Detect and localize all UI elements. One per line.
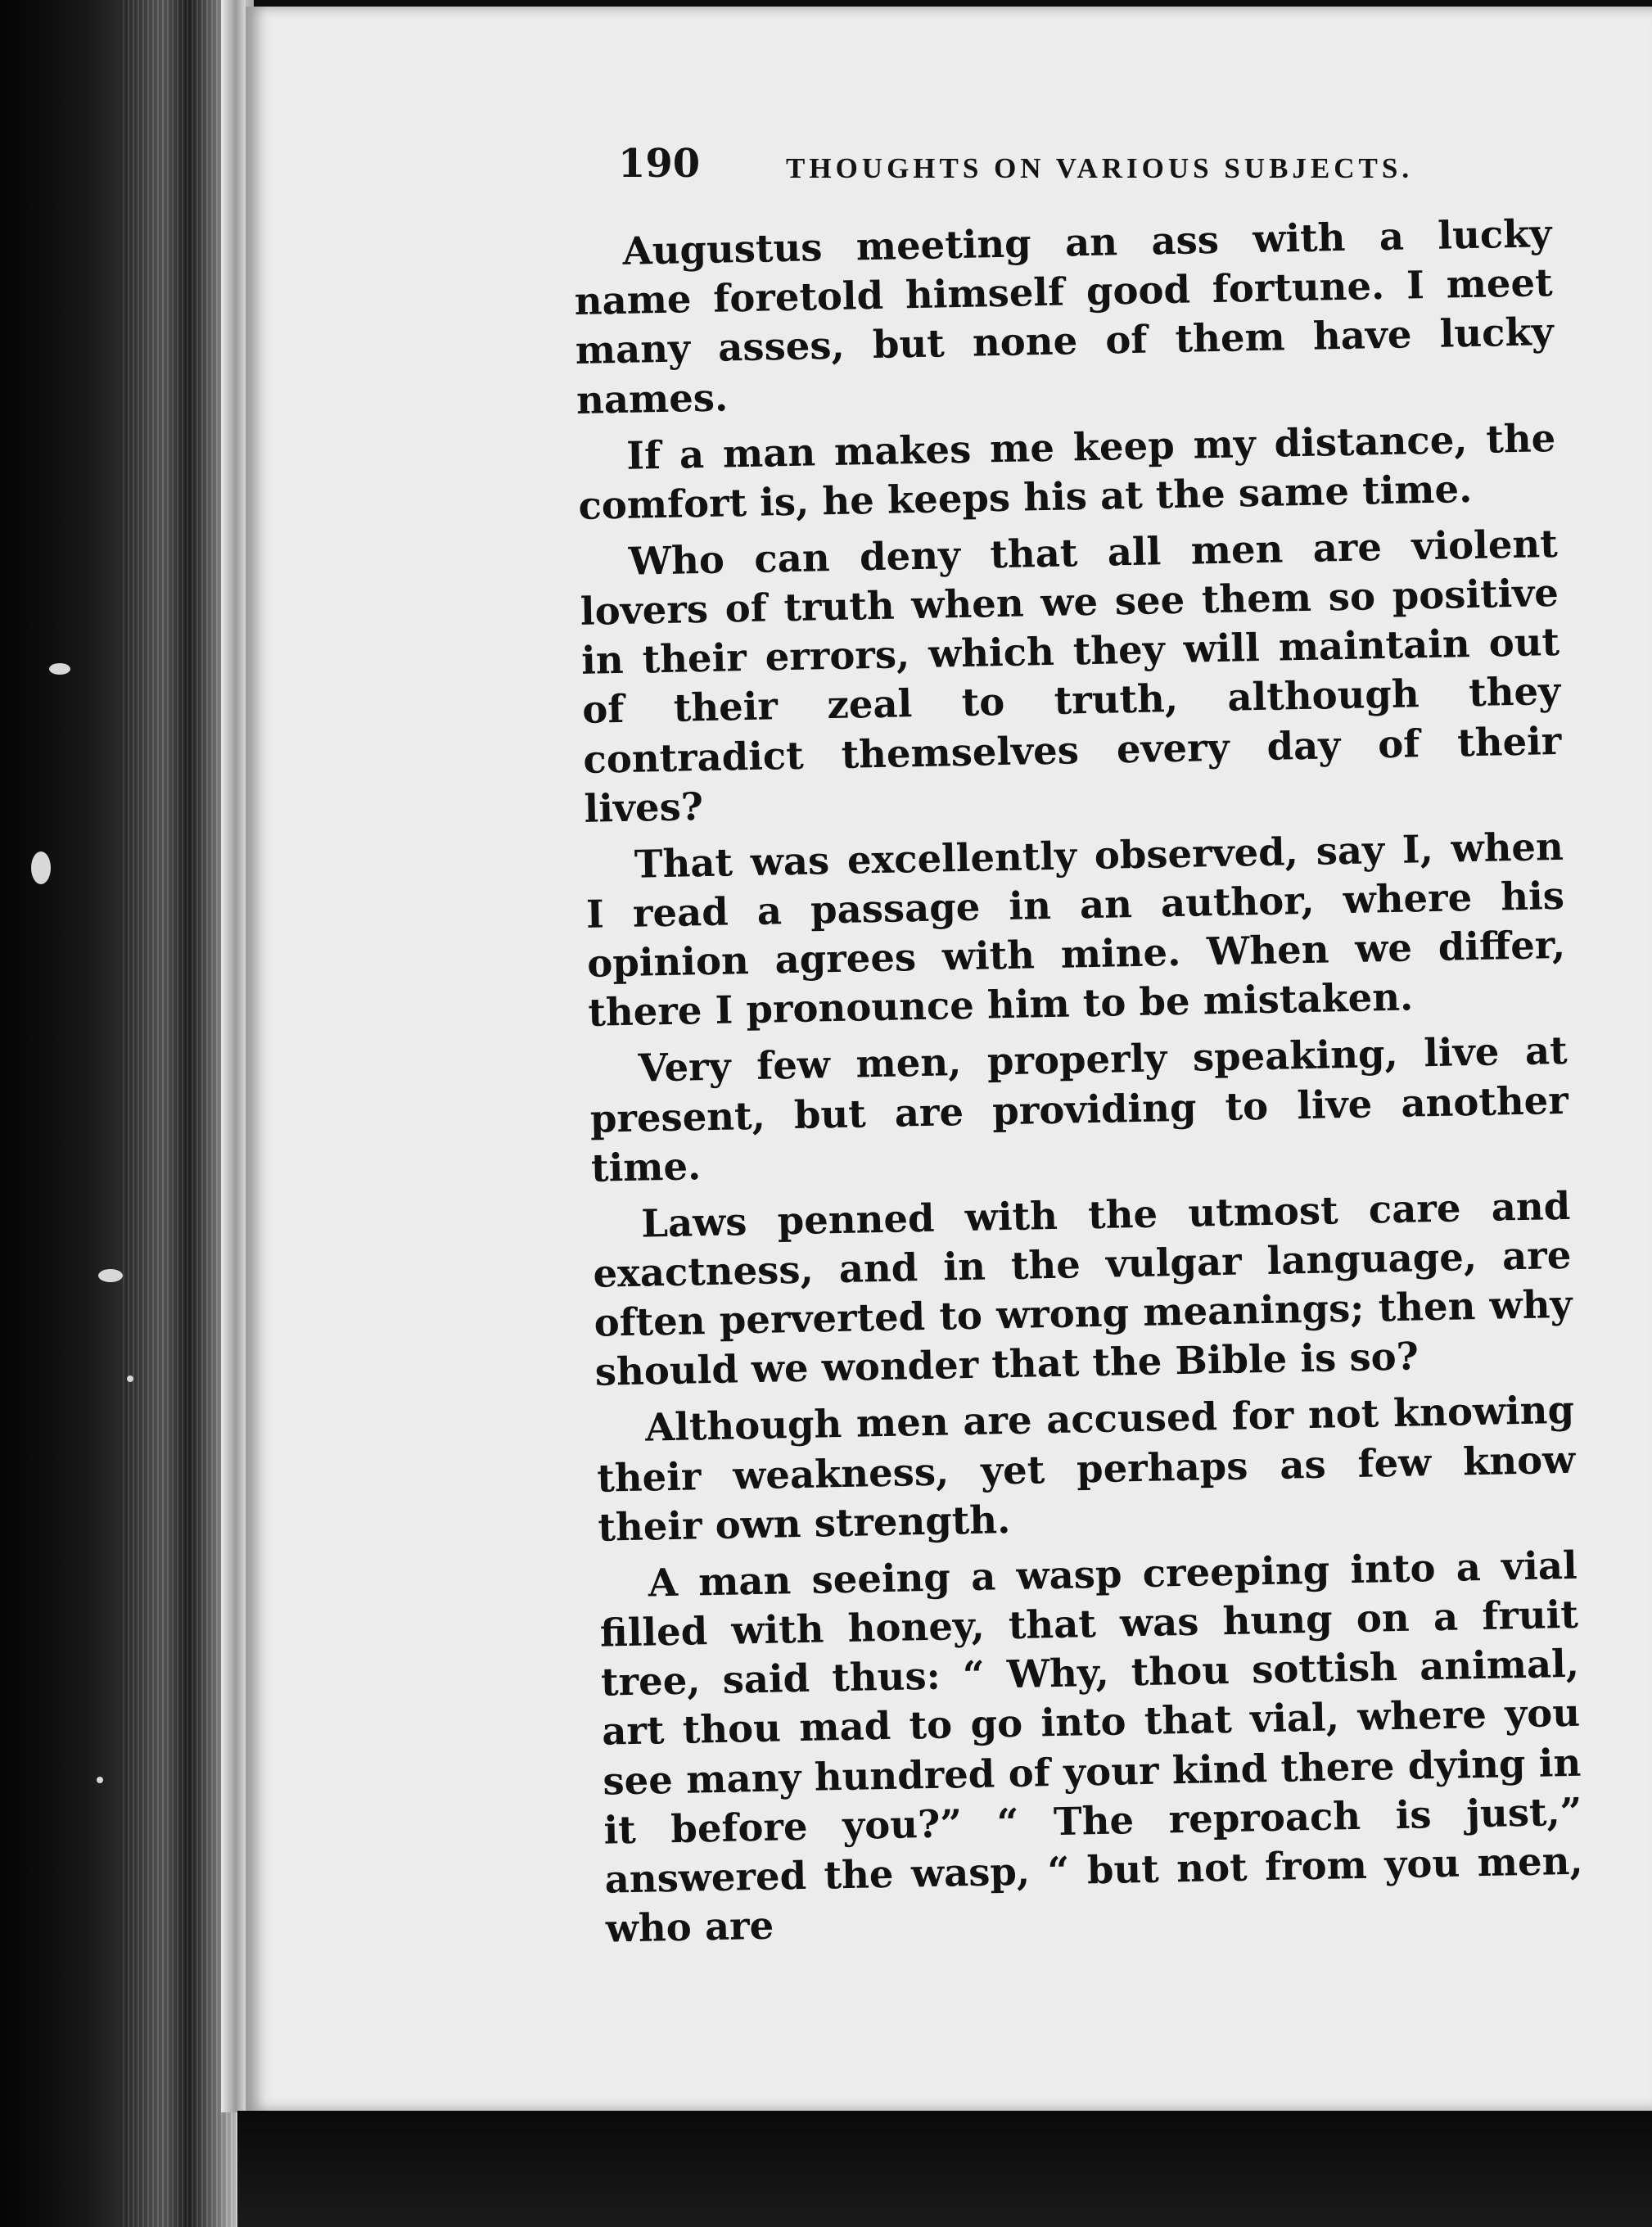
- scan-bottom-margin: [237, 2111, 1652, 2227]
- paragraph: Although men are accused for not knowing their weakness, yet perhaps as few know their own strength.: [596, 1387, 1576, 1550]
- dust-speck: [98, 1269, 123, 1282]
- paragraph: A man seeing a wasp creeping into a vial filled with honey, that was hung on a fruit tree, said thus: “ Why, thou sottish animal, art thou mad to go into that vial, where you see many hundred of your kind there dying in it before you?” “ The reproach is just,” answered the wasp, “ but not from you men, who are: [599, 1542, 1584, 1951]
- paragraph: Who can deny that all men are violent lovers of truth when we see them so positive in their errors, which they will maintain out of their zeal to truth, although they contradict themselves every day of their lives?: [580, 520, 1562, 831]
- dust-speck: [127, 1376, 133, 1382]
- paragraph: That was excellently observed, say I, when I read a passage in an author, where his opinion agrees with mine. When we differ, there I pronounce him to be mistaken.: [585, 823, 1566, 1036]
- paragraph: Very few men, properly speaking, live at present, but are providing to live another time.: [589, 1028, 1569, 1190]
- paragraph: Augustus meeting an ass with a lucky name foretold himself good fortune. I meet many asses, but none of them have lucky names.: [574, 210, 1555, 422]
- dust-speck: [97, 1777, 103, 1783]
- paragraph: If a man makes me keep my distance, the comfort is, he keeps his at the same time.: [577, 414, 1556, 528]
- page-header: [618, 141, 1429, 198]
- dust-speck: [31, 852, 51, 884]
- dust-speck: [49, 663, 70, 675]
- page-gutter: [221, 0, 246, 2112]
- body-text: [573, 209, 1584, 1961]
- binding-texture: [123, 0, 237, 2227]
- running-title: THOUGHTS ON VARIOUS SUBJECTS.: [786, 152, 1414, 184]
- page-number: 190: [618, 141, 701, 187]
- paragraph: Laws penned with the utmost care and exactness, and in the vulgar language, are often perverted to wrong meanings; then why should we wonder that the Bible is so?: [592, 1182, 1573, 1395]
